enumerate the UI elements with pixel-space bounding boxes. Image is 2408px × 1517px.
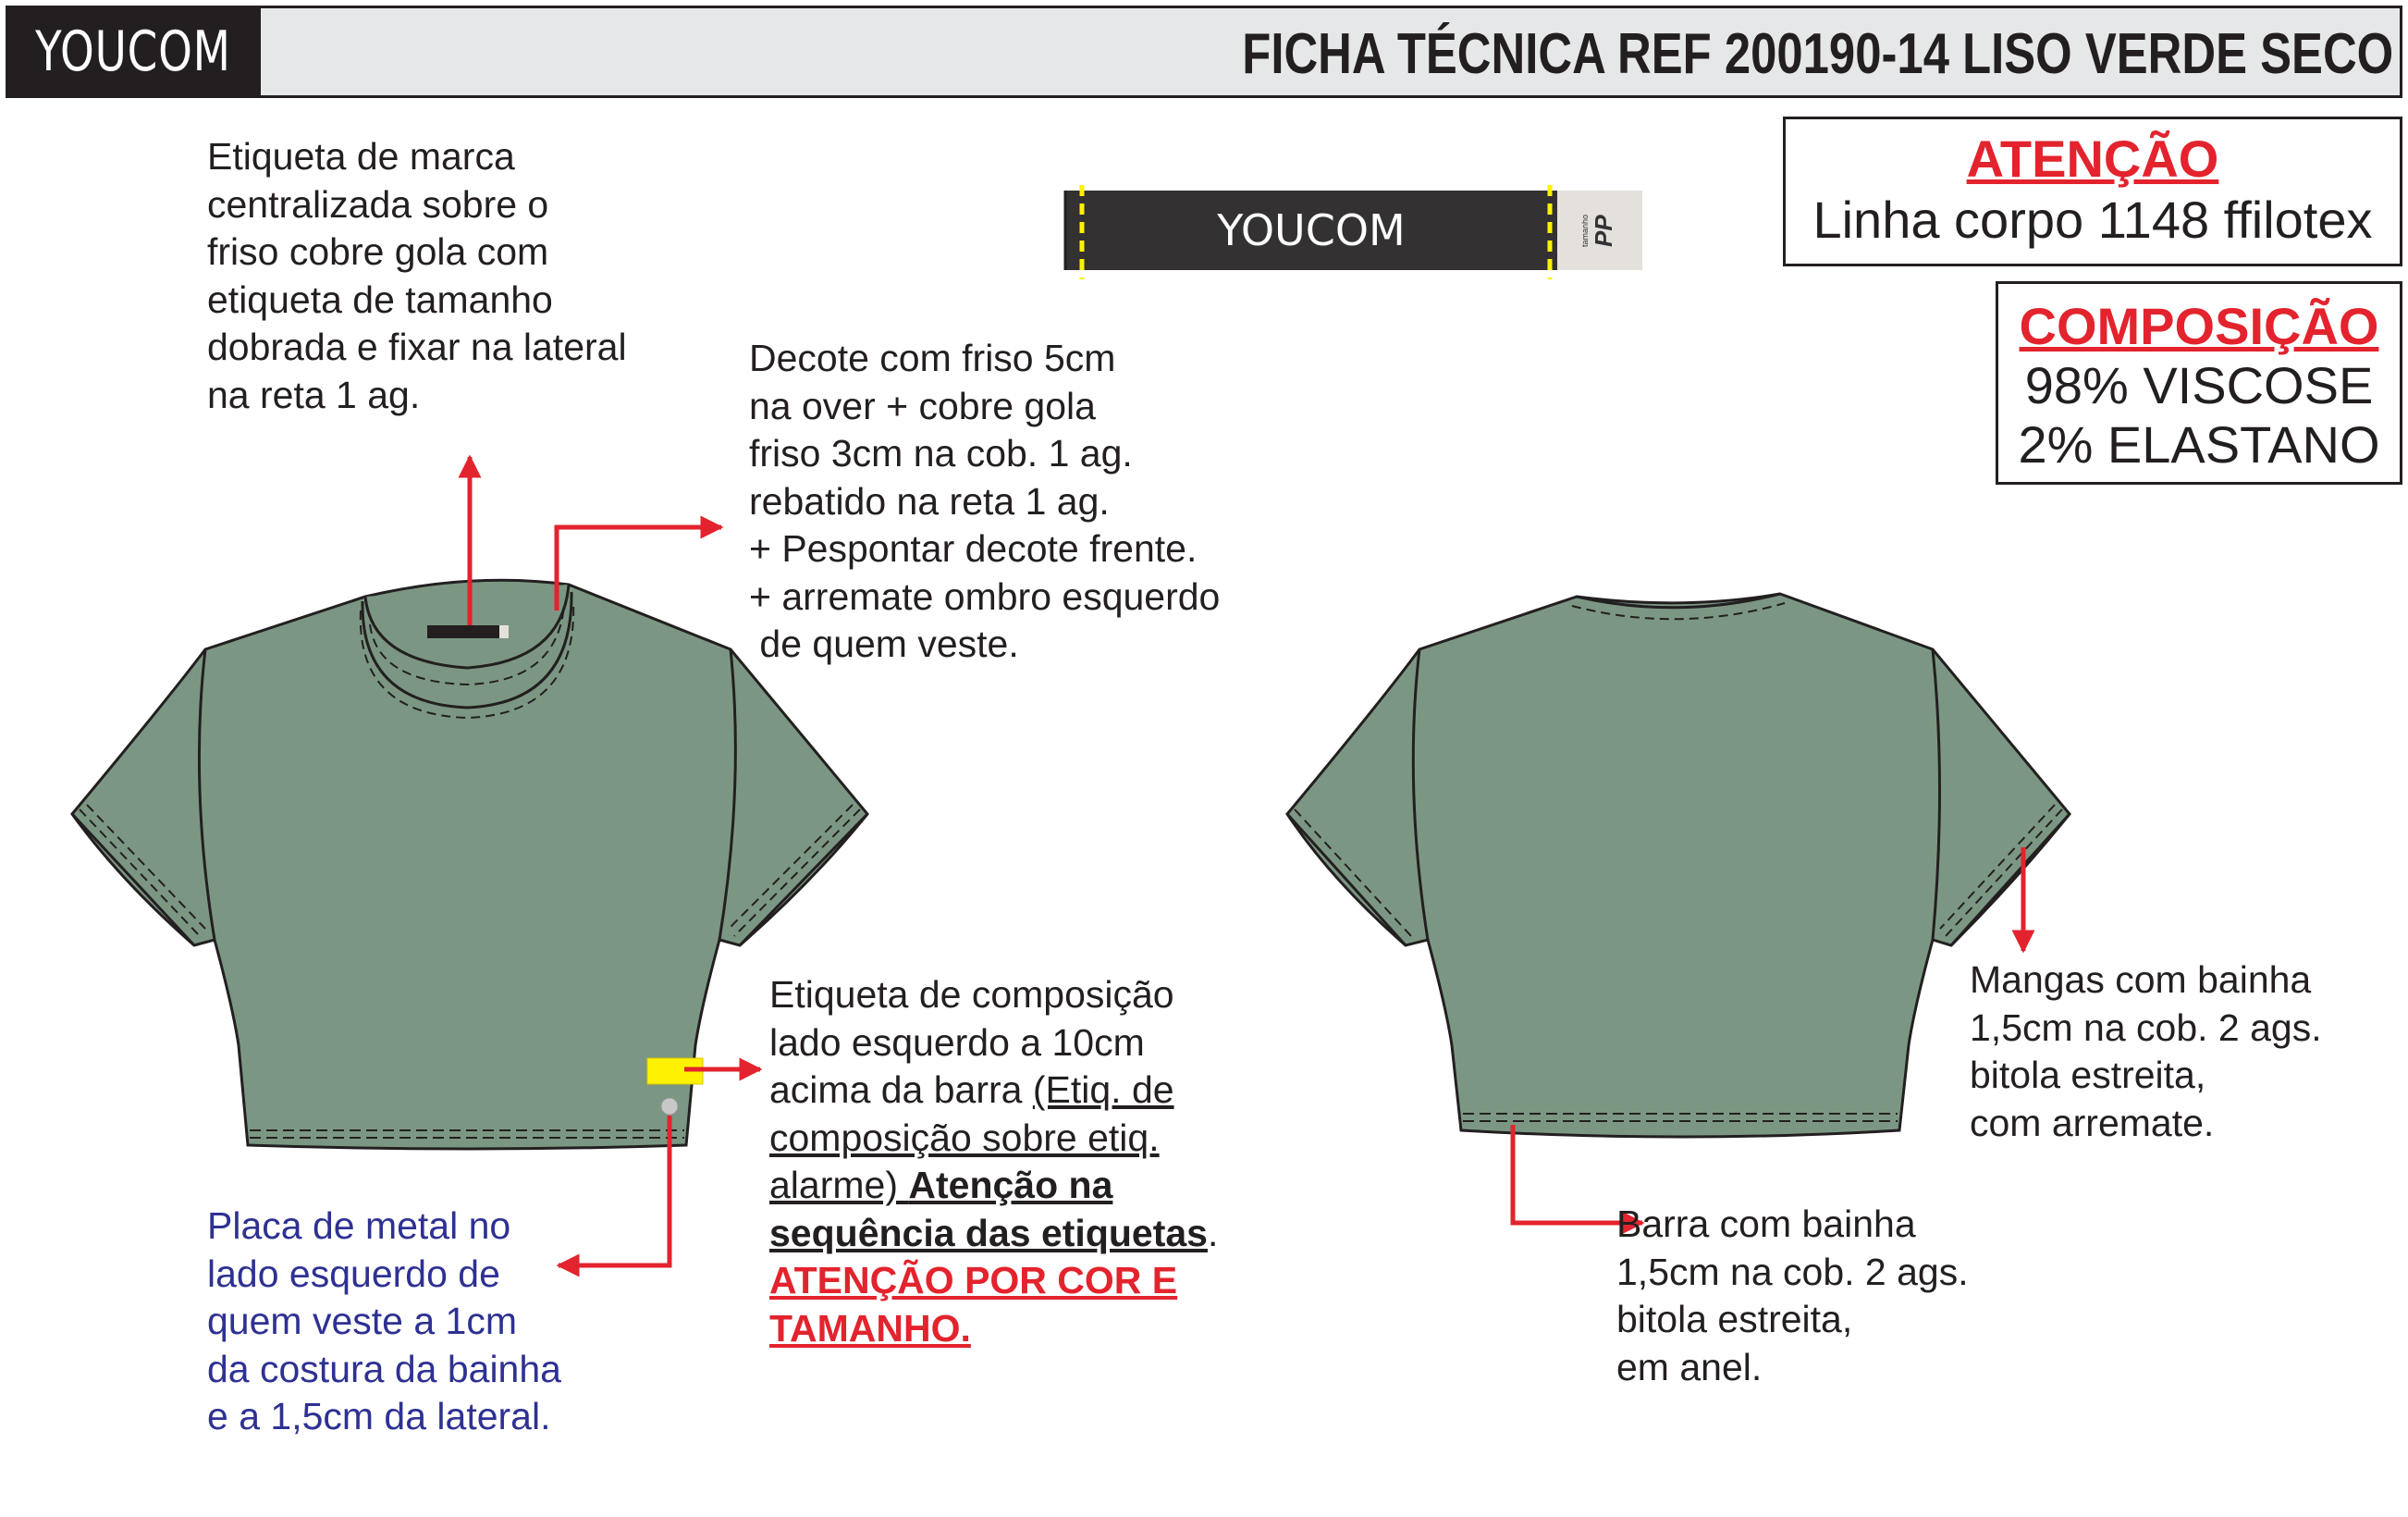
note-neckline: Decote com friso 5cm na over + cobre gola friso 3cm na cob. 1 ag. rebatido na reta 1 ag. + Pespontar decote frente. + arremate ombro esquerdo de quem veste. — [749, 337, 1221, 665]
composition-note-line-5-bold: Atenção na — [908, 1164, 1113, 1206]
attention-title: ATENÇÃO — [1966, 130, 2219, 188]
composition-note-line-3-underlined: (Etiq. de — [1032, 1068, 1174, 1111]
note-brand-label: Etiqueta de marca centralizada sobre o friso cobre gola com etiqueta de tamanho dobrada e fixar na lateral na reta 1 ag. — [207, 135, 627, 416]
composition-note-line-7-red: ATENÇÃO POR COR E — [769, 1259, 1178, 1301]
back-body — [1287, 594, 2070, 1137]
back-view — [1287, 594, 2070, 1137]
composition-note-line-3-plain: acima da barra — [769, 1068, 1033, 1111]
composition-note-line-8-end: . — [960, 1306, 971, 1350]
neck-brand-label — [427, 625, 501, 638]
composition-title: COMPOSIÇÃO — [2019, 297, 2379, 355]
note-hem: Barra com bainha 1,5cm na cob. 2 ags. bitola estreita, em anel. — [1616, 1202, 1969, 1388]
composition-note-line-6-bold: sequência das etiquetas — [769, 1211, 1208, 1254]
composition-note-line-8 — [769, 1305, 1218, 1353]
size-value: PP — [1590, 214, 1618, 247]
note-metal-plate: Placa de metal no lado esquerdo de quem veste a 1cm da costura da bainha e a 1,5cm da lateral. — [207, 1204, 561, 1437]
metal-plate-mark — [661, 1098, 678, 1115]
composition-note-line-6-end: . — [1207, 1211, 1219, 1254]
brand-logo: YOUCOM — [35, 19, 231, 84]
note-composition-label — [769, 971, 1218, 1352]
composition-note-line-1: Etiqueta de composição — [769, 973, 1174, 1016]
composition-note-line-3 — [769, 1067, 1218, 1115]
composition-note-line-5 — [769, 1162, 1218, 1210]
front-view — [72, 580, 867, 1149]
composition-note-line-6 — [769, 1210, 1218, 1258]
note-sleeves: Mangas com bainha 1,5cm na cob. 2 ags. bitola estreita, com arremate. — [1970, 958, 2322, 1144]
attention-line: Linha corpo 1148 ffilotex — [1812, 191, 2373, 249]
composition-note-line-8-red: TAMANHO — [769, 1306, 961, 1350]
composition-line-1: 98% VISCOSE — [2024, 356, 2374, 414]
composition-note-line-2: lado esquerdo a 10cm — [769, 1020, 1145, 1064]
sheet-title: FICHA TÉCNICA REF 200190-14 LISO VERDE SECO — [1242, 21, 2393, 86]
composition-note-line-5-underlined: alarme) — [769, 1164, 909, 1206]
brand-label-logo: YOUCOM — [1217, 205, 1406, 255]
composition-line-2: 2% ELASTANO — [2018, 415, 2380, 474]
composition-note-line-4: composição sobre etiq. — [769, 1116, 1160, 1159]
size-caption: tamanho — [1580, 214, 1591, 247]
